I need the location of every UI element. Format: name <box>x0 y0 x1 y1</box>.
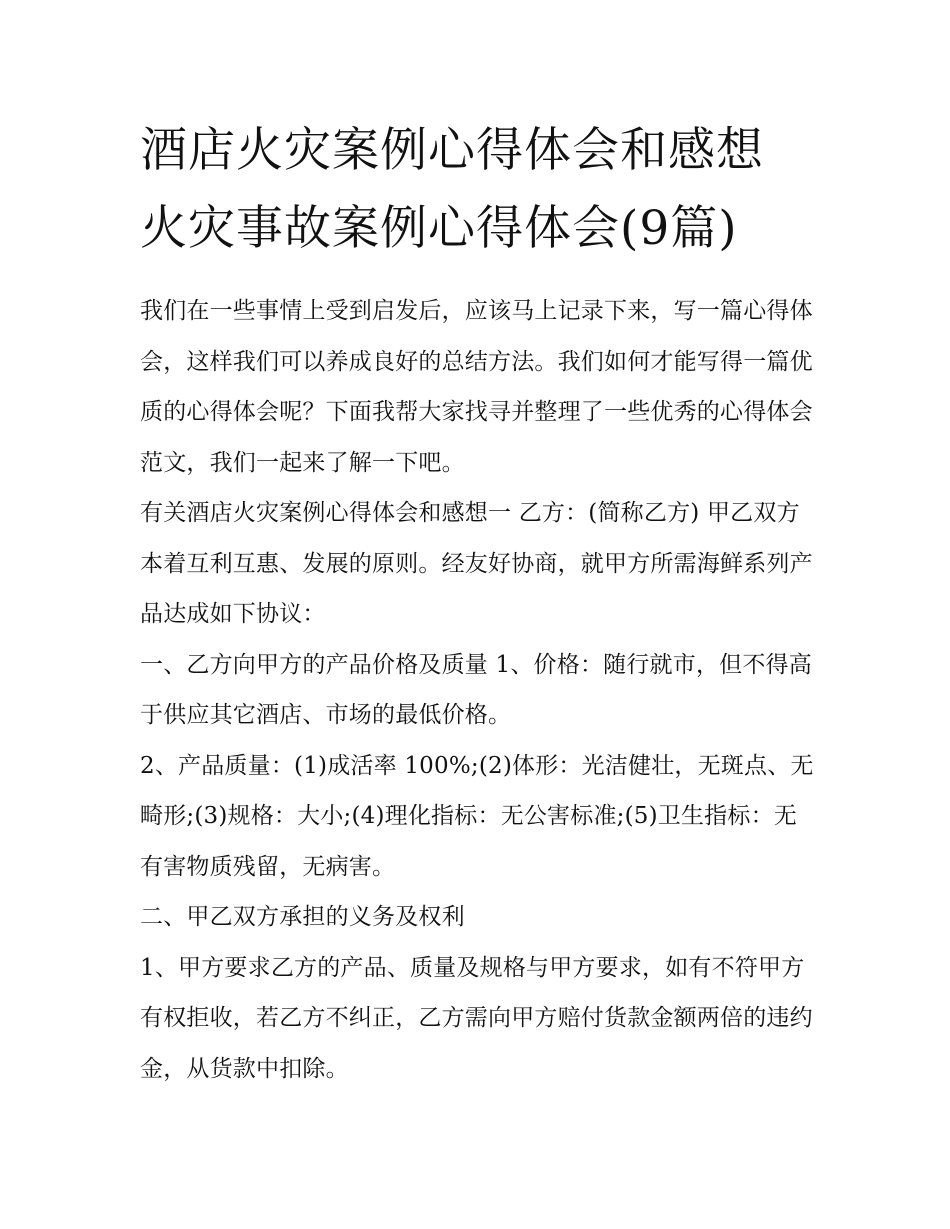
product-quality-paragraph: 2、产品质量：(1)成活率 100%;(2)体形：光洁健壮，无斑点、无畸形;(3)规格：大小;(4)理化指标：无公害标准;(5)卫生指标：无有害物质残留，无病害。 <box>140 752 814 880</box>
section-heading-obligations: 二、甲乙双方承担的义务及权利 <box>140 904 465 930</box>
document-page <box>140 112 820 1094</box>
obligation-paragraph-1: 1、甲方要求乙方的产品、质量及规格与甲方要求，如有不符甲方有权拒收，若乙方不纠正，乙方需向甲方赔付货款金额两倍的违约金，从货款中扣除。 <box>140 954 813 1082</box>
price-quality-paragraph: 一、乙方向甲方的产品价格及质量 1、价格：随行就市，但不得高于供应其它酒店、市场的最低价格。 <box>140 651 812 728</box>
intro-paragraph: 我们在一些事情上受到启发后，应该马上记录下来，写一篇心得体会，这样我们可以养成良好的总结方法。我们如何才能写得一篇优质的心得体会呢？下面我帮大家找寻并整理了一些优秀的心得体会范文，我们一起来了解一下吧。 <box>140 298 813 476</box>
title-line-2: 火灾事故案例心得体会(9篇) <box>140 201 738 256</box>
agreement-intro-paragraph: 有关酒店火灾案例心得体会和感想一 乙方：(简称乙方) 甲乙双方本着互利互惠、发展的原则。经友好协商，就甲方所需海鲜系列产品达成如下协议： <box>140 500 813 627</box>
document-title <box>140 112 820 268</box>
title-line-1: 酒店火灾案例心得体会和感想 <box>140 123 764 178</box>
